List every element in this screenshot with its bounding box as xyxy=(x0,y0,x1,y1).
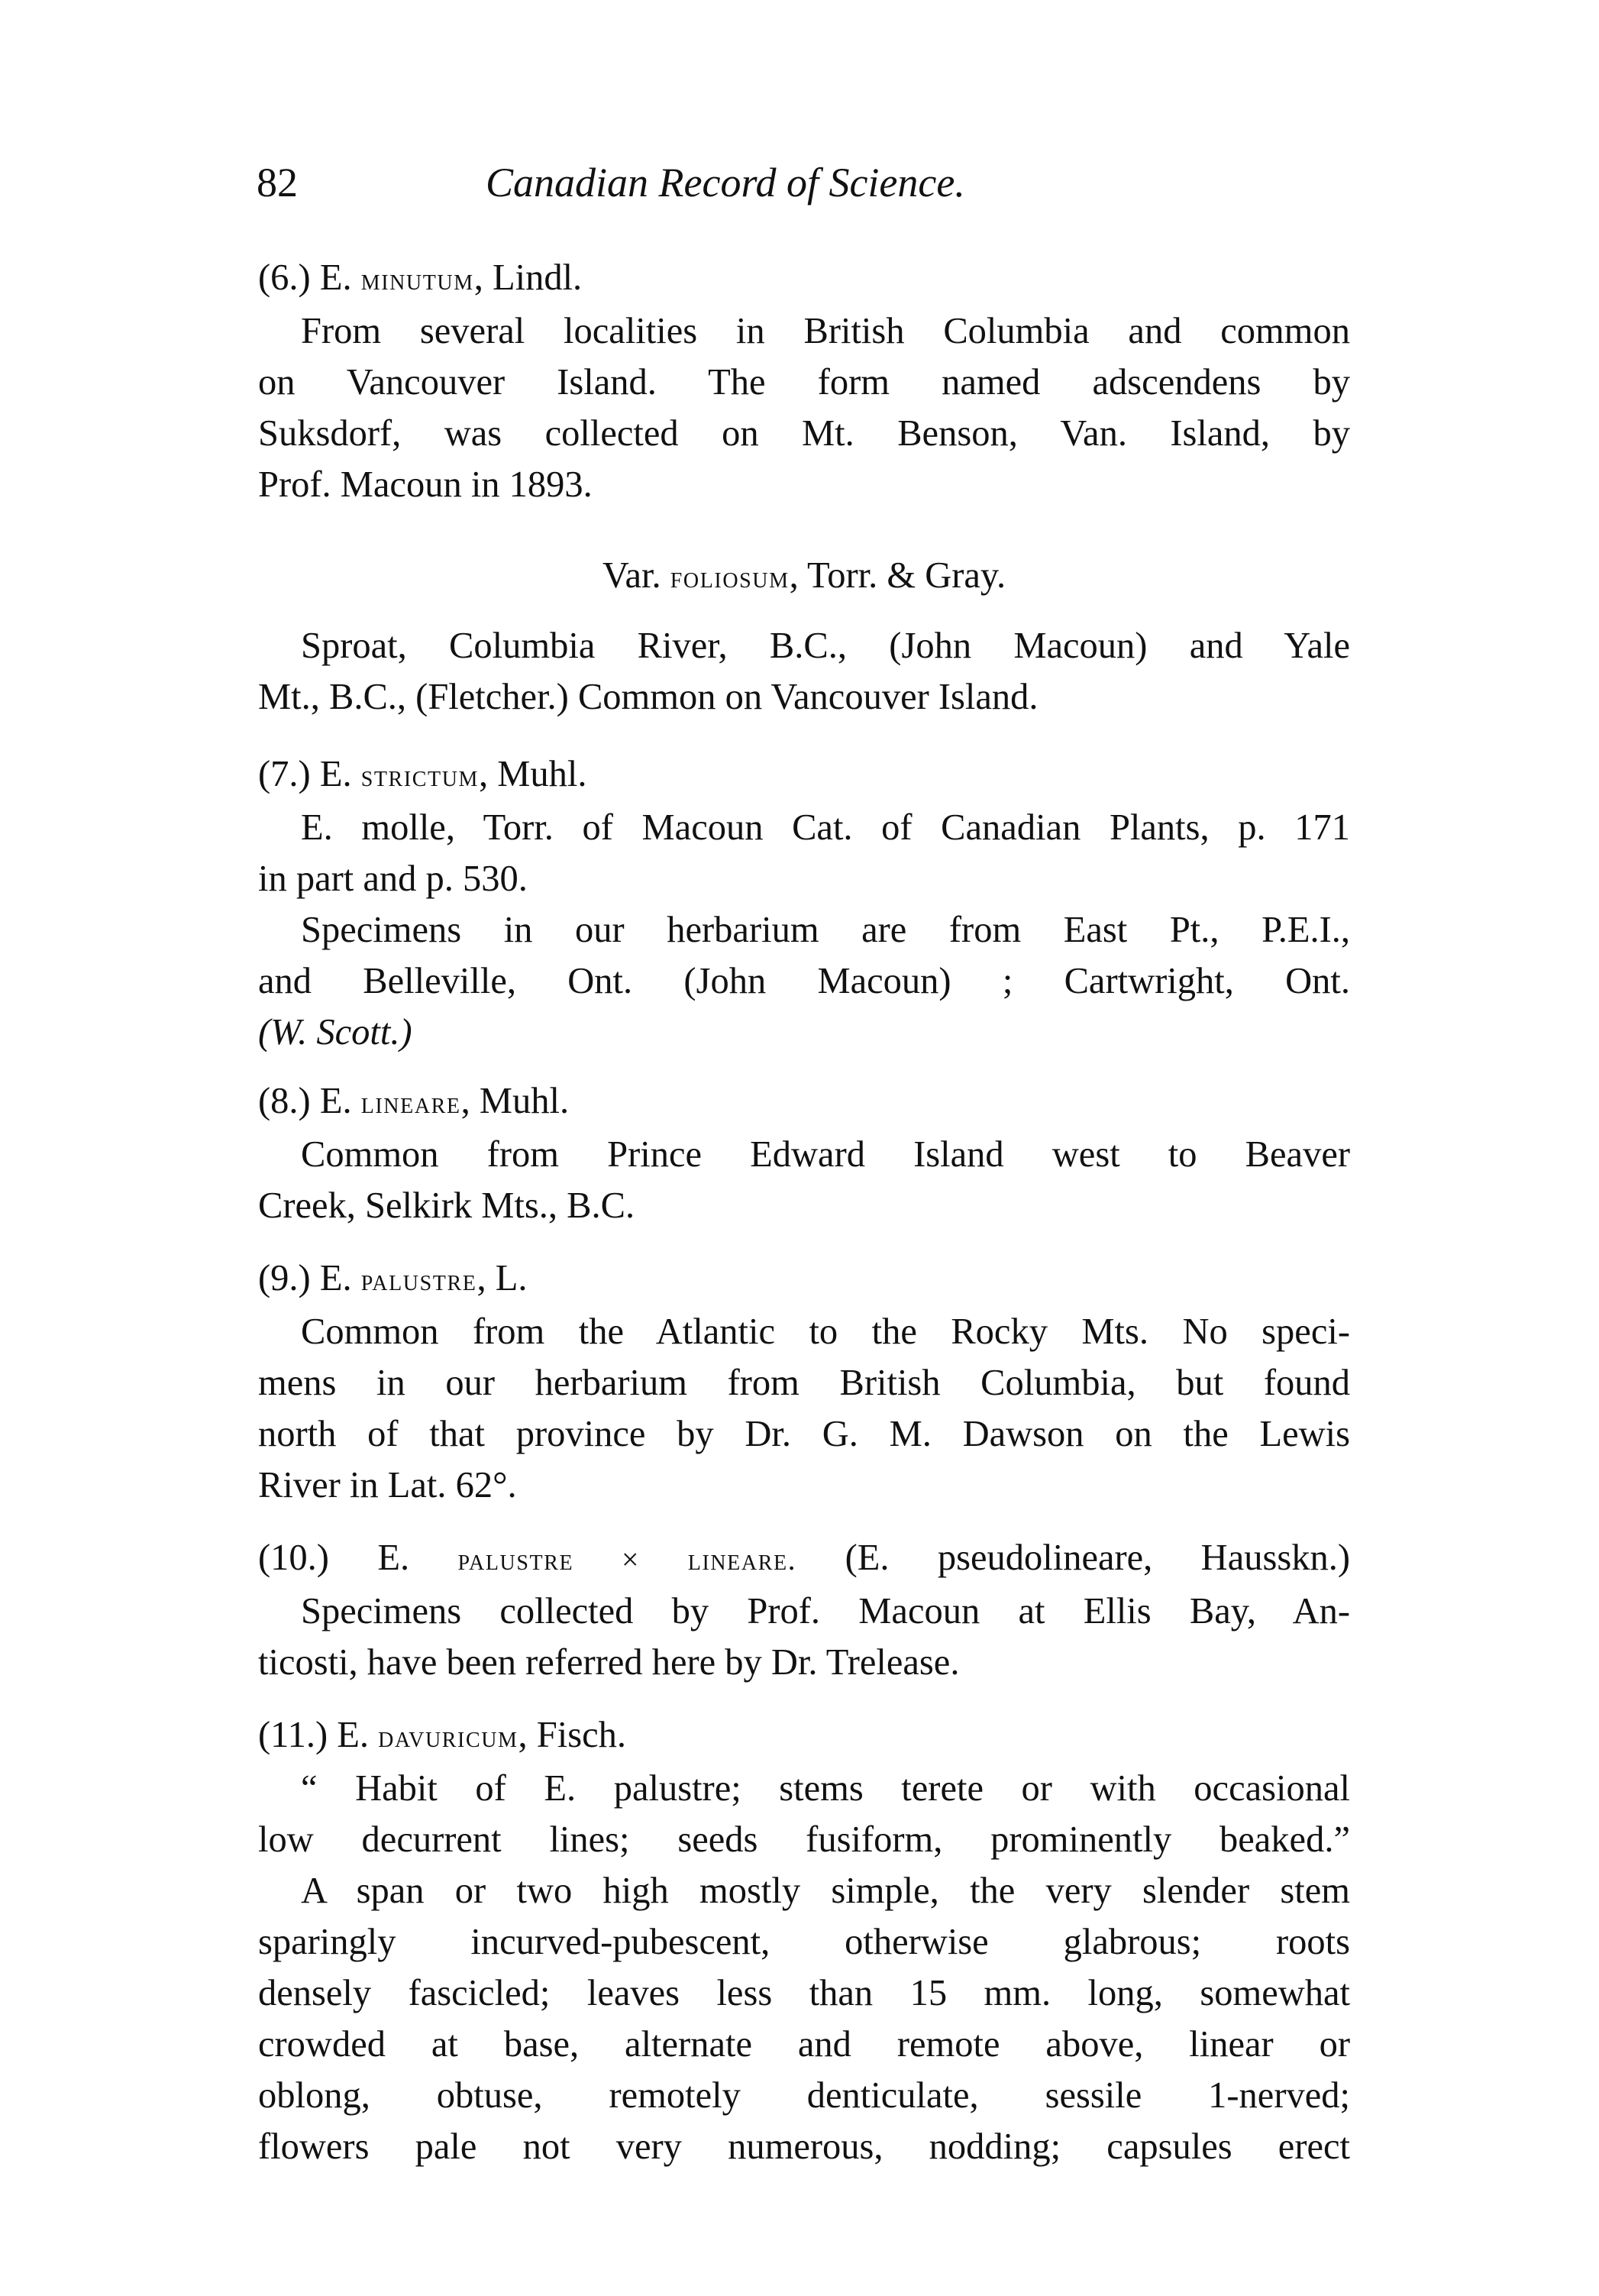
entry-heading xyxy=(258,1075,1350,1129)
genus: E. xyxy=(377,1538,410,1578)
species-name: palustre xyxy=(360,1263,477,1297)
entry-number: (9.) xyxy=(258,1258,311,1298)
genus: E. xyxy=(319,1081,352,1121)
text-line: Prof. Macoun in 1893. xyxy=(258,464,593,505)
author: , Fisch. xyxy=(518,1715,627,1755)
genus: E. xyxy=(319,257,352,298)
page-number: 82 xyxy=(257,160,298,205)
text-line: (W. Scott.) xyxy=(258,1012,412,1053)
text-line: and Belleville, Ont. (John Macoun) ; Cartwright, Ont. xyxy=(258,961,1350,1001)
entry-heading xyxy=(258,252,1350,306)
text-line: Common from Prince Edward Island west to Beaver xyxy=(301,1134,1350,1175)
running-title: Canadian Record of Science. xyxy=(486,160,965,205)
entry-number: (6.) xyxy=(258,257,311,298)
entry-6 xyxy=(258,252,1350,510)
species-name: strictum xyxy=(360,759,480,793)
text-line: Sproat, Columbia River, B.C., (John Macoun) and Yale xyxy=(301,626,1350,666)
entry-7 xyxy=(258,749,1350,1058)
author: , Muhl. xyxy=(479,754,587,794)
genus: E. xyxy=(337,1715,370,1755)
text-line: Specimens in our herbarium are from East Pt., P.E.I., xyxy=(301,910,1350,950)
author: , Torr. & Gray. xyxy=(789,555,1006,596)
text-line: River in Lat. 62°. xyxy=(258,1465,517,1505)
species-name: minutum xyxy=(360,263,474,296)
text-line: in part and p. 530. xyxy=(258,859,528,899)
text-line: sparingly incurved-pubescent, otherwise glabrous; roots xyxy=(258,1922,1350,1962)
entry-11 xyxy=(258,1709,1350,2172)
variety-prefix: Var. xyxy=(602,555,661,596)
entry-heading xyxy=(258,550,1350,603)
text-line: Creek, Selkirk Mts., B.C. xyxy=(258,1185,635,1226)
species-name: palustre × lineare. xyxy=(457,1543,797,1576)
text-line: north of that province by Dr. G. M. Dawson on the Lewis xyxy=(258,1414,1350,1454)
entry-heading xyxy=(258,749,1350,802)
text-line: flowers pale not very numerous, nodding; capsules erect xyxy=(258,2126,1350,2167)
entry-var-foliosum xyxy=(258,550,1350,723)
synonym: (E. pseudolineare, Hausskn.) xyxy=(845,1538,1350,1578)
genus: E. xyxy=(319,1258,352,1298)
text-line: Common from the Atlantic to the Rocky Mts. No speci- xyxy=(301,1311,1350,1352)
text-line: E. molle, Torr. of Macoun Cat. of Canadian Plants, p. 171 xyxy=(301,807,1350,848)
text-line: oblong, obtuse, remotely denticulate, sessile 1-nerved; xyxy=(258,2075,1350,2116)
author: , Muhl. xyxy=(460,1081,570,1121)
species-name: davuricum xyxy=(378,1720,518,1754)
text-line: “ Habit of E. palustre; stems terete or with occasional xyxy=(301,1768,1350,1809)
text-line: Suksdorf, was collected on Mt. Benson, Van. Island, by xyxy=(258,413,1350,454)
entry-heading xyxy=(258,1532,1350,1586)
text-line: on Vancouver Island. The form named adscendens by xyxy=(258,362,1350,403)
page-header xyxy=(257,159,1350,220)
entry-number: (7.) xyxy=(258,754,311,794)
text-line: A span or two high mostly simple, the very slender stem xyxy=(301,1871,1350,1911)
entry-10 xyxy=(258,1532,1350,1688)
entry-number: (8.) xyxy=(258,1081,311,1121)
text-line: crowded at base, alternate and remote above, linear or xyxy=(258,2024,1350,2065)
text-line: densely fascicled; leaves less than 15 mm. long, somewhat xyxy=(258,1973,1350,2013)
text-line: ticosti, have been referred here by Dr. Trelease. xyxy=(258,1642,960,1683)
entry-heading xyxy=(258,1253,1350,1306)
entry-9 xyxy=(258,1253,1350,1511)
entry-number: (11.) xyxy=(258,1715,328,1755)
entry-8 xyxy=(258,1075,1350,1231)
author: , L. xyxy=(476,1258,528,1298)
text-line: mens in our herbarium from British Columbia, but found xyxy=(258,1363,1350,1403)
species-name: lineare xyxy=(360,1086,461,1120)
author: , Lindl. xyxy=(473,257,583,298)
variety-name: foliosum xyxy=(670,561,790,594)
text-line: low decurrent lines; seeds fusiform, prominently beaked.” xyxy=(258,1819,1350,1860)
text-line: Specimens collected by Prof. Macoun at Ellis Bay, An- xyxy=(301,1591,1350,1631)
entry-number: (10.) xyxy=(258,1538,329,1578)
text-line: Mt., B.C., (Fletcher.) Common on Vancouver Island. xyxy=(258,677,1039,717)
entry-heading xyxy=(258,1709,1350,1763)
text-line: From several localities in British Columbia and common xyxy=(301,311,1350,351)
genus: E. xyxy=(319,754,352,794)
